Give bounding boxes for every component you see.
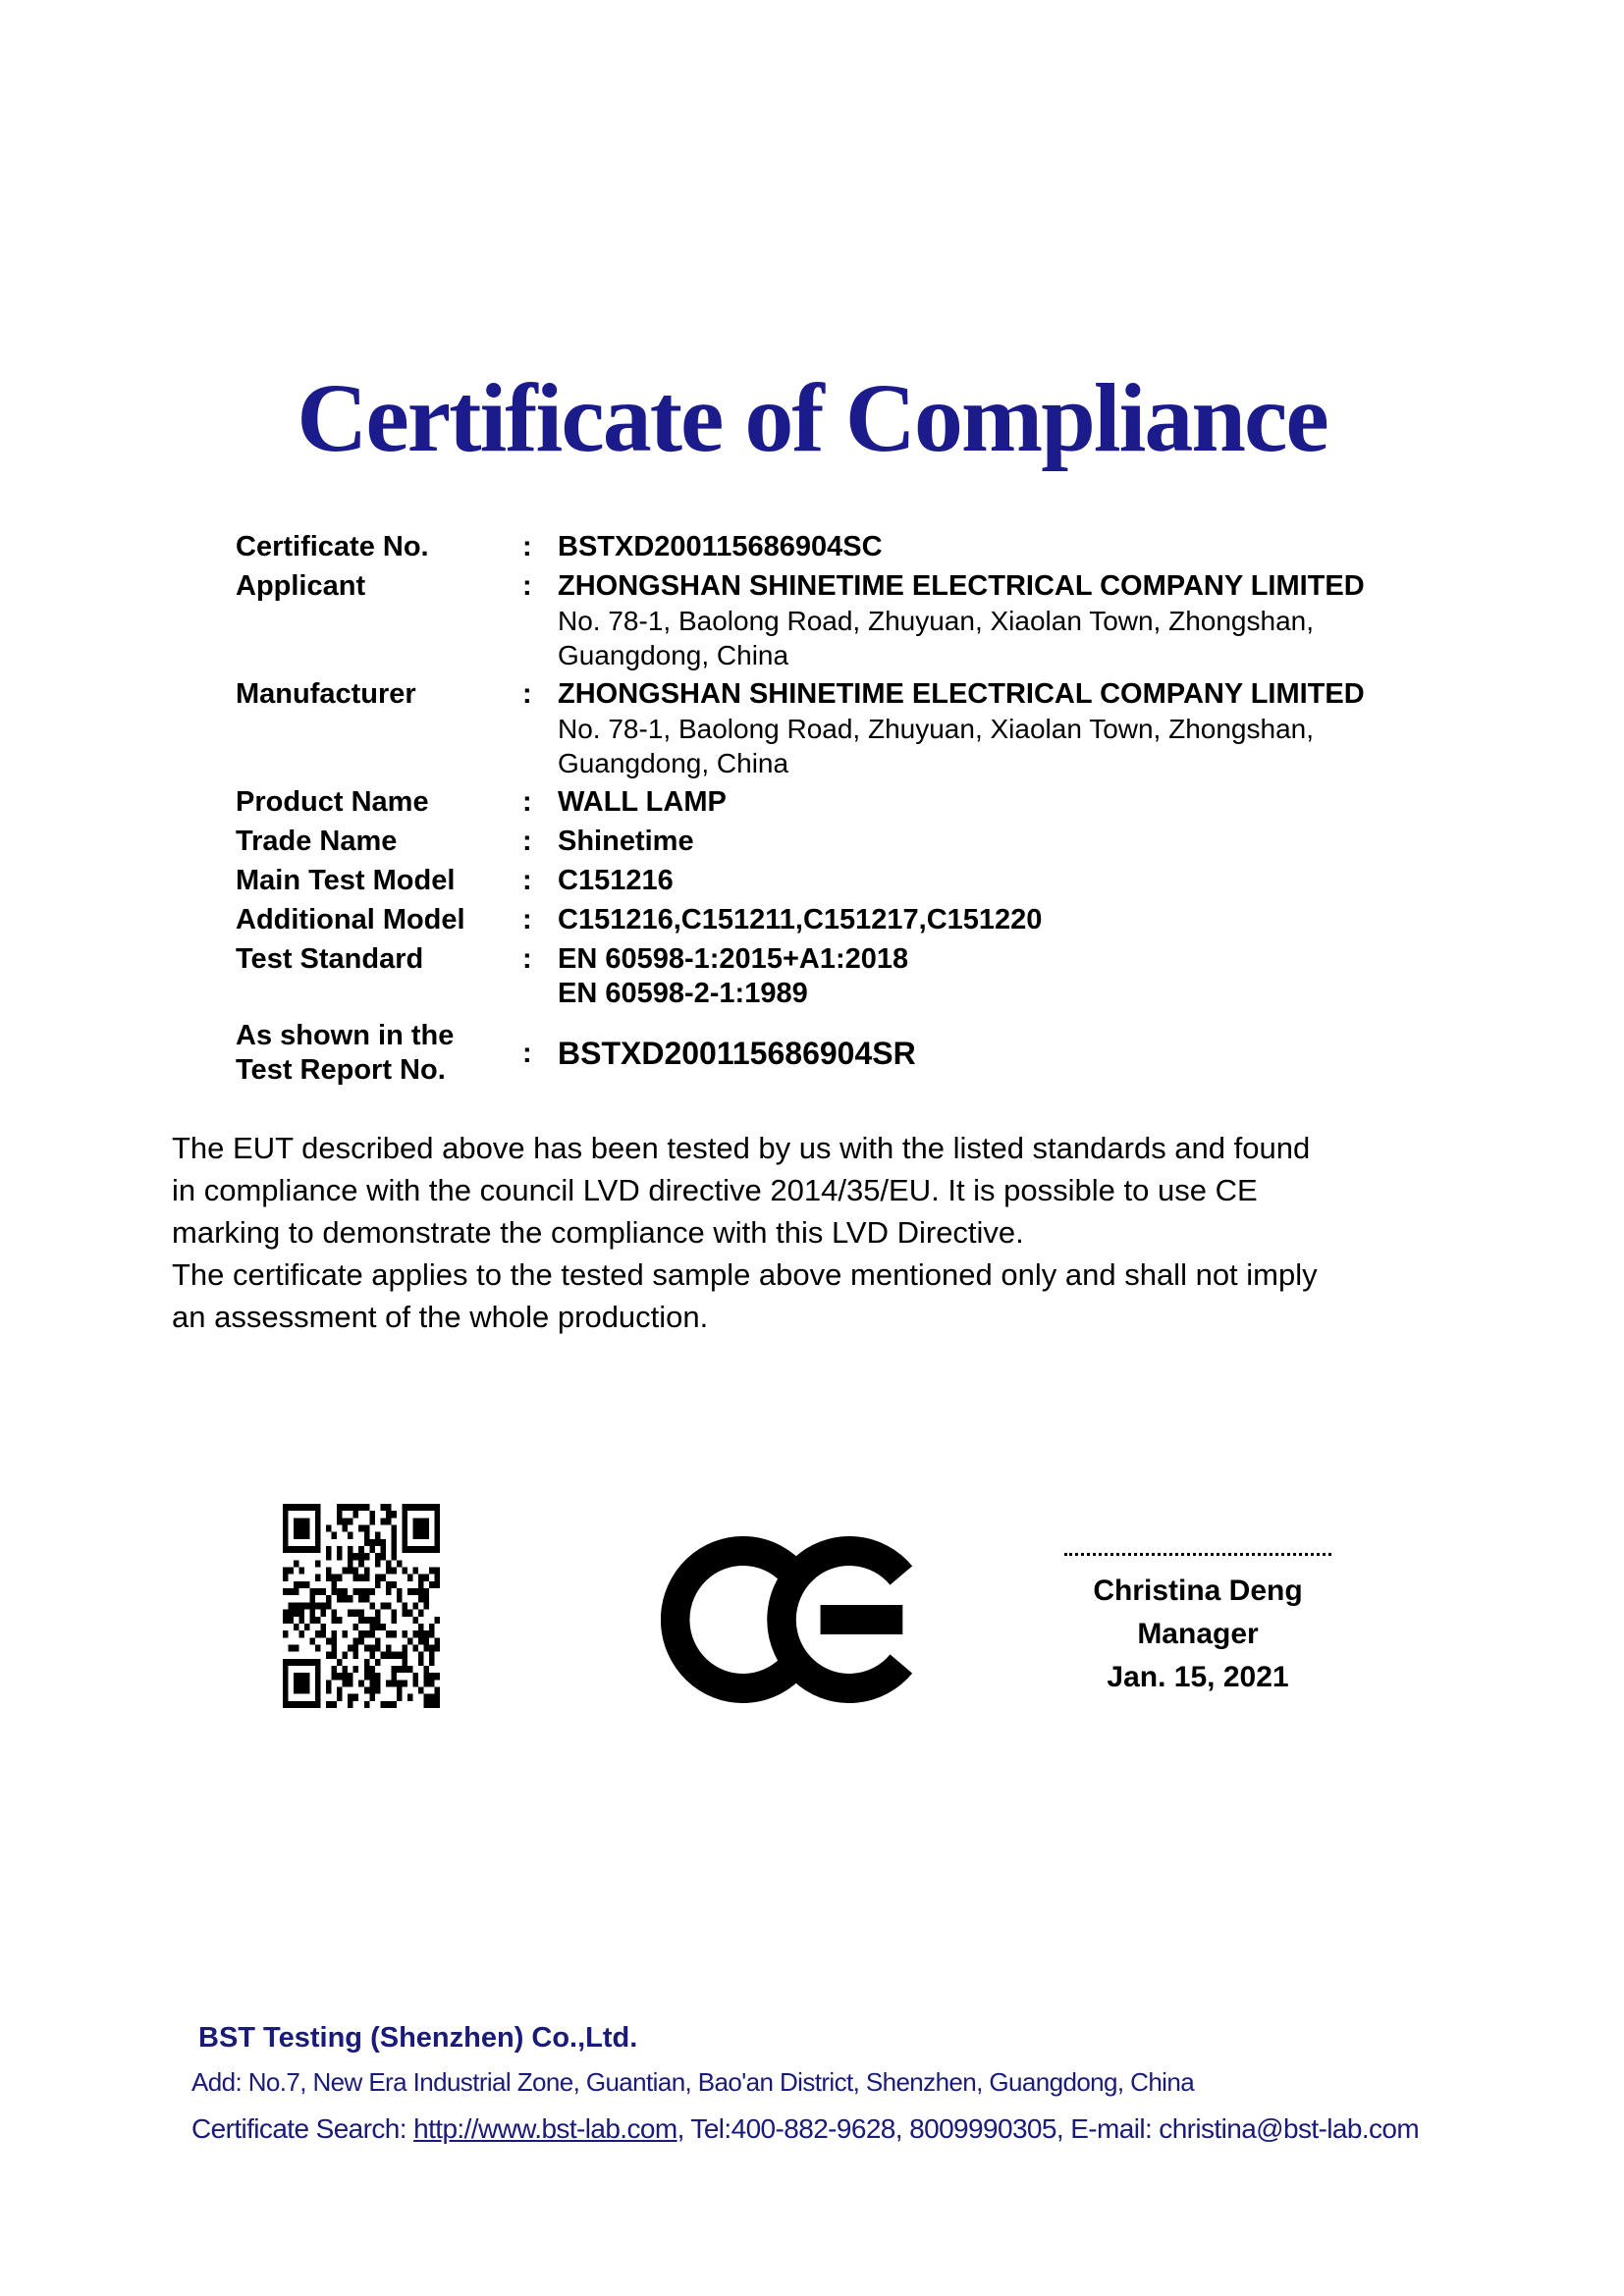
colon: :: [522, 904, 532, 935]
main-test-model-label: Main Test Model: [236, 865, 456, 896]
certificate-no-value: BSTXD200115686904SC: [558, 531, 883, 562]
row-main-test-model: [236, 864, 1473, 898]
signatory-title: Manager: [1137, 1618, 1259, 1650]
statement-line: an assessment of the whole production.: [172, 1300, 709, 1334]
colon: :: [522, 826, 532, 857]
signatory-name: Christina Deng: [1093, 1575, 1303, 1607]
test-standard-value-line2: EN 60598-2-1:1989: [558, 978, 808, 1009]
signature-dotted-line: [1064, 1553, 1331, 1556]
manufacturer-address-line1: No. 78-1, Baolong Road, Zhuyuan, Xiaolan Town, Zhongshan,: [558, 714, 1314, 744]
applicant-company: ZHONGSHAN SHINETIME ELECTRICAL COMPANY LIMITED: [558, 570, 1365, 602]
ce-mark-logo: [661, 1536, 922, 1703]
trade-name-label: Trade Name: [236, 826, 398, 857]
statement-line: marking to demonstrate the compliance with this LVD Directive.: [172, 1215, 1024, 1250]
test-report-label-line1: As shown in the: [236, 1020, 455, 1051]
lab-address: Add: No.7, New Era Industrial Zone, Guantian, Bao'an District, Shenzhen, Guangdong, China: [191, 2067, 1195, 2097]
product-name-value: WALL LAMP: [558, 786, 727, 818]
signature-date: Jan. 15, 2021: [1107, 1661, 1289, 1693]
row-applicant: [236, 569, 1473, 672]
row-manufacturer: [236, 677, 1473, 780]
colon: :: [522, 570, 532, 602]
test-standard-value-line1: EN 60598-1:2015+A1:2018: [558, 943, 909, 975]
test-report-label-line2: Test Report No.: [236, 1054, 446, 1086]
footer: [191, 2022, 1419, 2145]
page-title: Certificate of Compliance: [297, 363, 1327, 472]
certificate-search-line: [191, 2113, 1419, 2145]
compliance-statement: [172, 1127, 1318, 1338]
colon: :: [522, 786, 532, 818]
row-additional-model: [236, 903, 1473, 937]
colon: :: [522, 678, 532, 710]
manufacturer-address-line2: Guangdong, China: [558, 748, 789, 778]
colon: :: [522, 943, 532, 975]
applicant-label: Applicant: [236, 570, 366, 602]
manufacturer-label: Manufacturer: [236, 678, 416, 710]
product-name-label: Product Name: [236, 786, 429, 818]
certificate-no-label: Certificate No.: [236, 531, 429, 562]
row-test-report-no: [236, 1019, 1473, 1088]
row-certificate-no: [236, 530, 1473, 564]
lab-company-name: BST Testing (Shenzhen) Co.,Ltd.: [198, 2022, 638, 2054]
trade-name-value: Shinetime: [558, 826, 694, 857]
test-standard-label: Test Standard: [236, 943, 424, 975]
signature-block: [1041, 1553, 1355, 1699]
manufacturer-company: ZHONGSHAN SHINETIME ELECTRICAL COMPANY LIMITED: [558, 678, 1365, 710]
lab-contact-info: , Tel:400-882-9628, 8009990305, E-mail: christina@bst-lab.com: [677, 2113, 1420, 2144]
statement-line: The certificate applies to the tested sample above mentioned only and shall not imply: [172, 1257, 1318, 1292]
certificate-search-link[interactable]: http://www.bst-lab.com: [413, 2113, 677, 2144]
statement-line: in compliance with the council LVD directive 2014/35/EU. It is possible to use CE: [172, 1173, 1258, 1207]
colon: :: [522, 865, 532, 896]
colon: :: [522, 531, 532, 562]
statement-line: The EUT described above has been tested by us with the listed standards and found: [172, 1131, 1311, 1165]
additional-model-value: C151216,C151211,C151217,C151220: [558, 904, 1043, 935]
certificate-search-label: Certificate Search:: [191, 2113, 414, 2144]
row-test-standard: [236, 942, 1473, 1011]
main-test-model-value: C151216: [558, 865, 674, 896]
additional-model-label: Additional Model: [236, 904, 465, 935]
qr-code: [283, 1504, 440, 1708]
applicant-address-line1: No. 78-1, Baolong Road, Zhuyuan, Xiaolan Town, Zhongshan,: [558, 606, 1314, 636]
row-trade-name: [236, 825, 1473, 859]
test-report-no-value: BSTXD200115686904SR: [558, 1035, 916, 1071]
applicant-address-line2: Guangdong, China: [558, 640, 789, 670]
colon: :: [522, 1037, 532, 1069]
row-product-name: [236, 785, 1473, 820]
certificate-info-table: [236, 530, 1473, 1093]
